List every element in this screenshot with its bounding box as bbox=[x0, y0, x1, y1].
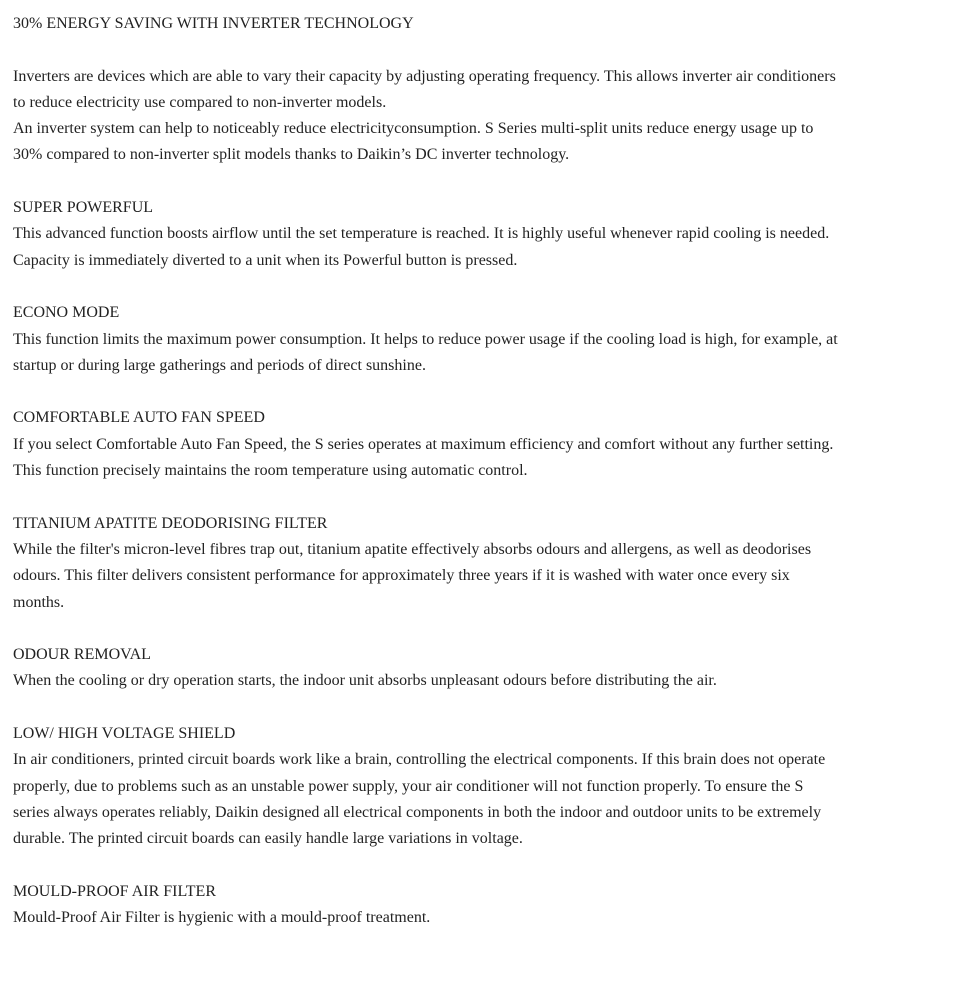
section-heading: ECONO MODE bbox=[13, 304, 120, 322]
section-heading: SUPER POWERFUL bbox=[13, 199, 154, 217]
spacer bbox=[13, 616, 948, 642]
paragraph-line: In air conditioners, printed circuit boards work like a brain, controlling the electrical components. If this brain does not operate bbox=[13, 751, 826, 769]
section-energy-saving bbox=[13, 11, 948, 169]
paragraph-line: to reduce electricity use compared to non-inverter models. bbox=[13, 93, 387, 111]
section-heading: COMFORTABLE AUTO FAN SPEED bbox=[13, 409, 265, 427]
spacer bbox=[13, 853, 948, 879]
spacer bbox=[13, 274, 948, 300]
paragraph-line: durable. The printed circuit boards can easily handle large variations in voltage. bbox=[13, 830, 523, 848]
paragraph-line: This function limits the maximum power consumption. It helps to reduce power usage if the cooling load is high, for example, at bbox=[13, 330, 838, 348]
spacer bbox=[13, 379, 948, 405]
spacer bbox=[13, 484, 948, 510]
section-heading: LOW/ HIGH VOLTAGE SHIELD bbox=[13, 725, 236, 743]
paragraph-line: months. bbox=[13, 593, 65, 611]
paragraph-line: Capacity is immediately diverted to a unit when its Powerful button is pressed. bbox=[13, 251, 518, 269]
section-heading: TITANIUM APATITE DEODORISING FILTER bbox=[13, 514, 328, 532]
paragraph-line: An inverter system can help to noticeably reduce electricityconsumption. S Series multi-split units reduce energy usage up to bbox=[13, 120, 814, 138]
section-odour-removal bbox=[13, 642, 948, 695]
section-heading: ODOUR REMOVAL bbox=[13, 646, 151, 664]
paragraph-line: odours. This filter delivers consistent performance for approximately three years if it is washed with water once every six bbox=[13, 567, 790, 585]
paragraph-line: Mould-Proof Air Filter is hygienic with a mould-proof treatment. bbox=[13, 909, 431, 927]
section-heading: 30% ENERGY SAVING WITH INVERTER TECHNOLOGY bbox=[13, 15, 414, 32]
section-deodorising-filter bbox=[13, 511, 948, 616]
section-super-powerful bbox=[13, 195, 948, 274]
paragraph-line: This function precisely maintains the room temperature using automatic control. bbox=[13, 462, 528, 480]
paragraph-line: If you select Comfortable Auto Fan Speed, the S series operates at maximum efficiency and comfort without any further setting. bbox=[13, 435, 834, 453]
section-mould-proof-filter bbox=[13, 879, 948, 932]
paragraph-line: properly, due to problems such as an unstable power supply, your air conditioner will not function properly. To ensure the S bbox=[13, 777, 804, 795]
section-econo-mode bbox=[13, 300, 948, 379]
spacer bbox=[13, 169, 948, 195]
paragraph-line: Inverters are devices which are able to vary their capacity by adjusting operating frequency. This allows inverter air conditioners bbox=[13, 67, 836, 85]
paragraph-line: series always operates reliably, Daikin designed all electrical components in both the indoor and outdoor units to be extremely bbox=[13, 803, 822, 821]
section-auto-fan-speed bbox=[13, 405, 948, 484]
paragraph-line: While the filter's micron-level fibres trap out, titanium apatite effectively absorbs odours and allergens, as well as deodorises bbox=[13, 540, 812, 558]
paragraph-line: When the cooling or dry operation starts, the indoor unit absorbs unpleasant odours before distributing the air. bbox=[13, 672, 717, 690]
spacer bbox=[13, 695, 948, 721]
paragraph-line: 30% compared to non-inverter split models thanks to Daikin’s DC inverter technology. bbox=[13, 146, 570, 164]
section-voltage-shield bbox=[13, 721, 948, 852]
paragraph-line: startup or during large gatherings and periods of direct sunshine. bbox=[13, 356, 426, 374]
paragraph-line: This advanced function boosts airflow until the set temperature is reached. It is highly useful whenever rapid cooling is needed. bbox=[13, 225, 830, 243]
section-heading: MOULD-PROOF AIR FILTER bbox=[13, 882, 216, 900]
